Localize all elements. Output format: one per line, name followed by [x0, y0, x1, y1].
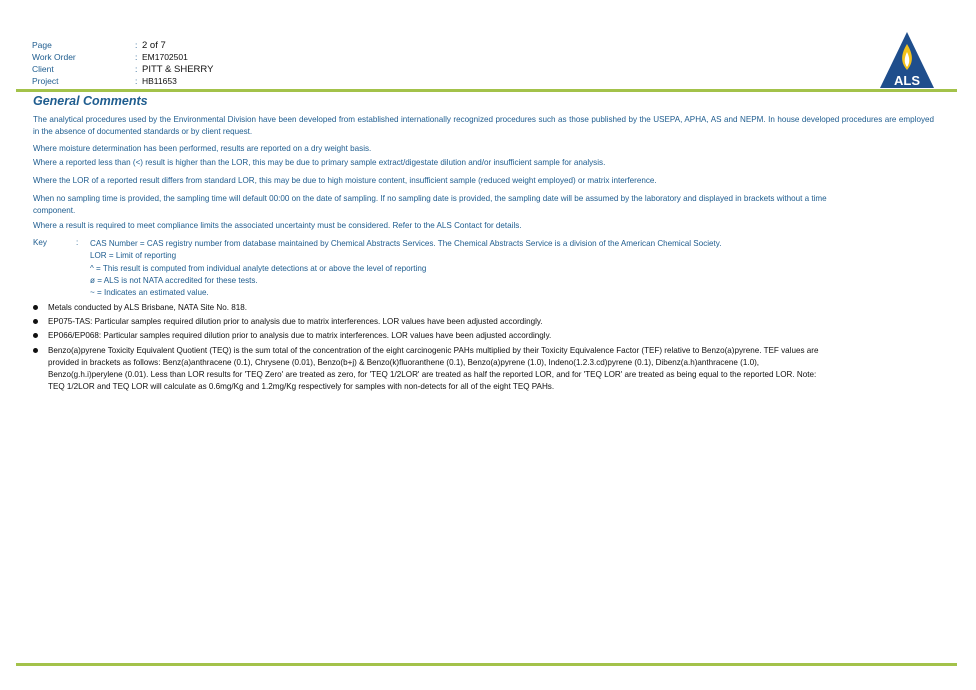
- header-value: 2 of 7: [142, 40, 166, 51]
- paragraph-lor-differs: Where the LOR of a reported result differs from standard LOR, this may be due to high moisture content, insufficient sample (reduced weight employed) or matrix interference.: [33, 176, 657, 185]
- header-colon: :: [135, 52, 138, 62]
- bullet-icon: [33, 348, 38, 353]
- key-line: ø = ALS is not NATA accredited for these tests.: [90, 275, 258, 285]
- header-label: Project: [32, 76, 59, 86]
- bullet-text-ep066: EP066/EP068: Particular samples required dilution prior to analysis due to matrix interferences. LOR values have been adjusted accordingly.: [48, 331, 552, 340]
- header-value: EM1702501: [142, 52, 188, 62]
- footer-rule: [16, 663, 957, 666]
- header-value: PITT & SHERRY: [142, 64, 214, 75]
- als-logo: [876, 30, 938, 90]
- paragraph-sampling-time: When no sampling time is provided, the sampling time will default 00:00 on the date of sampling. If no sampling date is provided, the sampling date will be assumed by the laboratory and displayed in brackets without a time component.: [33, 194, 827, 215]
- header-label: Client: [32, 64, 54, 74]
- key-line: LOR = Limit of reporting: [90, 251, 177, 261]
- header-label: Page: [32, 40, 52, 50]
- header-rule: [16, 89, 957, 92]
- header-colon: :: [135, 40, 138, 50]
- bullet-text-metals: Metals conducted by ALS Brisbane, NATA Site No. 818.: [48, 303, 248, 312]
- key-definitions: [90, 238, 722, 299]
- paragraph-moisture: Where moisture determination has been performed, results are reported on a dry weight basis.: [33, 144, 372, 153]
- paragraph-less-than: Where a reported less than (<) result is higher than the LOR, this may be due to primary sample extract/digestate dilution and/or insufficient sample for analysis.: [33, 158, 606, 167]
- bullet-text-ep075: EP075-TAS: Particular samples required dilution prior to analysis due to matrix interferences. LOR values have been adjusted accordingly.: [48, 317, 543, 326]
- key-line: CAS Number = CAS registry number from database maintained by Chemical Abstracts Services. The Chemical Abstracts Service is a division of the American Chemical Society.: [90, 239, 722, 248]
- header-label: Work Order: [32, 52, 76, 62]
- bullet-icon: [33, 319, 38, 324]
- key-colon: :: [76, 238, 79, 247]
- header-colon: :: [135, 76, 138, 86]
- header-value: HB11653: [142, 76, 177, 86]
- key-label: Key: [33, 238, 47, 247]
- bullet-text-teq: Benzo(a)pyrene Toxicity Equivalent Quotient (TEQ) is the sum total of the concentration of the eight carcinogenic PAHs multiplied by their Toxicity Equivalence Factor (TEF) relative to Benzo(a)pyrene. TEF values are provided in brackets as follows: Benz(a)anthracene (0.1), Chrysene (0.01), Benzo(b+j) & Benzo(k)fluoranthene (0.1), Benzo(a)pyrene (1.0), Indeno(1.2.3.cd)pyrene (0.1), Dibenz(a.h)anthracene (1.0), Benzo(g.h.i)perylene (0.01). Less than LOR results for 'TEQ Zero' are treated as zero, for 'TEQ 1/2LOR' are treated as half the reported LOR, and for 'TEQ LOR' are treated as being equal to the reported LOR. Note: TEQ 1/2LOR and TEQ LOR will calculate as 0.6mg/Kg and 1.2mg/Kg respectively for samples with non-detects for all of the eight TEQ PAHs.: [48, 346, 819, 391]
- paragraph-compliance: Where a result is required to meet compliance limits the associated uncertainty must be considered. Refer to the ALS Contact for details.: [33, 221, 522, 230]
- bullet-icon: [33, 305, 38, 310]
- section-title: General Comments: [33, 94, 148, 108]
- header-colon: :: [135, 64, 138, 74]
- bullet-icon: [33, 333, 38, 338]
- paragraph-procedures: The analytical procedures used by the Environmental Division have been developed from established internationally recognized procedures such as those published by the USEPA, APHA, AS and NEPM. In house developed procedures are employed in the absence of documented standards or by client request.: [33, 115, 934, 136]
- key-line: ^ = This result is computed from individual analyte detections at or above the level of reporting: [90, 263, 427, 273]
- key-line: ~ = Indicates an estimated value.: [90, 288, 209, 298]
- logo-text: ALS: [894, 73, 920, 88]
